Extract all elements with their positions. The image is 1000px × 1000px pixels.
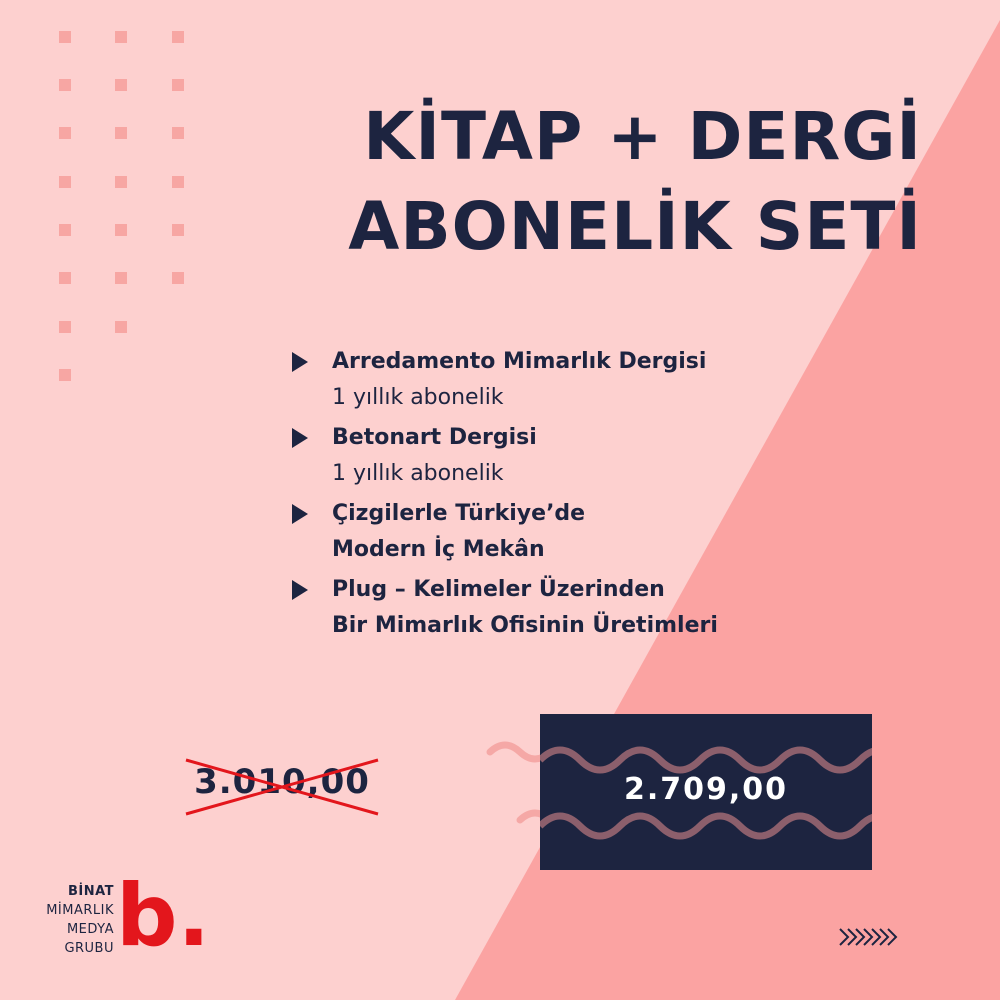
price-box (540, 714, 872, 870)
logo-line-2: MİMARLIK (46, 903, 114, 918)
item-title: Plug – Kelimeler Üzerinden (332, 577, 665, 602)
triangle-right-icon (292, 504, 308, 524)
title-line-1: KİTAP + DERGİ (363, 98, 922, 175)
item-list (290, 344, 850, 648)
page-title (348, 92, 922, 272)
item-title-cont: Bir Mimarlık Ofisinin Üretimleri (332, 613, 718, 638)
item-title: Arredamento Mimarlık Dergisi (332, 349, 707, 374)
new-price-value: 2.709,00 (623, 772, 789, 807)
list-item (290, 420, 850, 492)
old-price (182, 752, 382, 822)
logo-text (46, 882, 114, 958)
logo-mark: b. (116, 866, 211, 966)
item-title: Betonart Dergisi (332, 425, 537, 450)
item-subtitle: 1 yıllık abonelik (332, 461, 504, 486)
brand-logo (34, 866, 211, 970)
logo-line-4: GRUBU (64, 941, 114, 956)
chevrons-right-icon[interactable] (838, 925, 902, 949)
item-title-cont: Modern İç Mekân (332, 537, 545, 562)
list-item (290, 496, 850, 568)
item-subtitle: 1 yıllık abonelik (332, 385, 504, 410)
strike-cross-icon (182, 752, 382, 822)
list-item (290, 572, 850, 644)
logo-line-3: MEDYA (66, 922, 114, 937)
triangle-right-icon (292, 352, 308, 372)
triangle-right-icon (292, 428, 308, 448)
logo-brand: BİNAT (67, 884, 114, 899)
triangle-right-icon (292, 580, 308, 600)
item-title: Çizgilerle Türkiye’de (332, 501, 586, 526)
list-item (290, 344, 850, 416)
old-price-value: 3.010,00 (194, 762, 370, 802)
title-line-2: ABONELİK SETİ (348, 188, 922, 265)
